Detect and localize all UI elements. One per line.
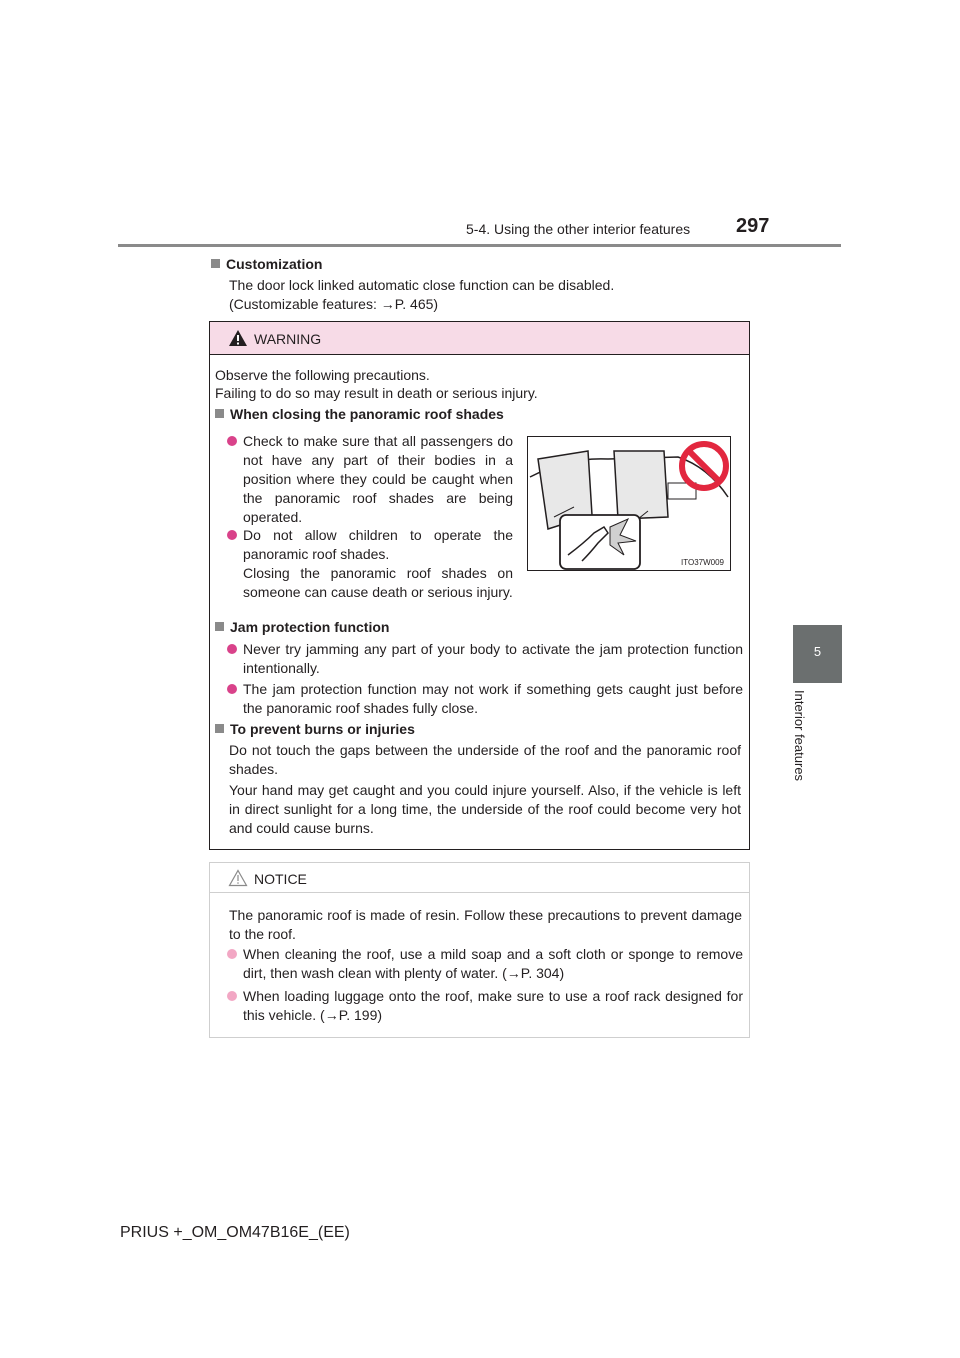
- warning-s3-para1: Do not touch the gaps between the underside of the roof and the panoramic roof shades.: [229, 742, 741, 777]
- chapter-number: 5: [813, 644, 822, 659]
- notice-header: [210, 863, 749, 893]
- notice-intro: The panoramic roof is made of resin. Follow these precautions to prevent damage to the roof.: [229, 907, 742, 942]
- warning-s1-bullet1: Check to make sure that all passengers do not have any part of their bodies in a position where they could be caught when the panoramic roof shades are being operated.: [227, 432, 513, 527]
- caution-triangle-icon: [228, 869, 248, 887]
- warning-intro1: Observe the following precautions.: [215, 367, 430, 383]
- square-bullet-icon: [215, 622, 224, 631]
- square-bullet-icon: [215, 724, 224, 733]
- warning-s1-bullet2: Do not allow children to operate the panoramic roof shades. Closing the panoramic roof shades on someone can cause death or serious injury.: [227, 526, 513, 602]
- customization-line1: The door lock linked automatic close function can be disabled.: [229, 277, 615, 293]
- warning-title: WARNING: [254, 331, 322, 347]
- customization-heading: Customization: [211, 256, 322, 272]
- document-id-footer: PRIUS +_OM_OM47B16E_(EE): [120, 1224, 350, 1241]
- round-bullet-icon: [227, 684, 237, 694]
- chapter-label: Interior features: [792, 690, 807, 782]
- customization-line2: (Customizable features: →P. 465): [229, 296, 439, 312]
- warning-s3-para2: Your hand may get caught and you could injure yourself. Also, if the vehicle is left in direct sunlight for a long time, the underside of the roof could become very hot and could cause burns.: [229, 782, 741, 836]
- notice-bullet1: When cleaning the roof, use a mild soap and a soft cloth or sponge to remove dirt, then wash clean with plenty of water. (→P. 304): [227, 945, 743, 983]
- page-number: 297: [736, 215, 770, 237]
- notice-title: NOTICE: [254, 871, 307, 887]
- illustration-code: ITO37W009: [681, 558, 724, 567]
- warning-header: [210, 322, 749, 355]
- warning-s2-bullet2: The jam protection function may not work if something gets caught just before the panoramic roof shades fully close.: [227, 680, 743, 718]
- round-bullet-icon: [227, 949, 237, 959]
- warning-section3-heading: To prevent burns or injuries: [215, 721, 415, 737]
- warning-triangle-icon: [228, 329, 248, 347]
- notice-bullet2: When loading luggage onto the roof, make sure to use a roof rack designed for this vehicle. (→P. 199): [227, 987, 743, 1025]
- chapter-tab: [793, 625, 842, 683]
- running-header: 5-4. Using the other interior features: [466, 221, 691, 237]
- warning-s2-bullet1: Never try jamming any part of your body to activate the jam protection function intentionally.: [227, 640, 743, 678]
- round-bullet-icon: [227, 436, 237, 446]
- square-bullet-icon: [211, 259, 220, 268]
- round-bullet-icon: [227, 991, 237, 1001]
- warning-section1-heading: When closing the panoramic roof shades: [215, 406, 504, 422]
- prohibition-icon: [678, 439, 730, 493]
- warning-intro2: Failing to do so may result in death or serious injury.: [215, 385, 538, 401]
- panoramic-roof-illustration: [527, 436, 731, 571]
- round-bullet-icon: [227, 530, 237, 540]
- warning-section2-heading: Jam protection function: [215, 619, 389, 635]
- round-bullet-icon: [227, 644, 237, 654]
- header-rule: [118, 244, 841, 247]
- square-bullet-icon: [215, 409, 224, 418]
